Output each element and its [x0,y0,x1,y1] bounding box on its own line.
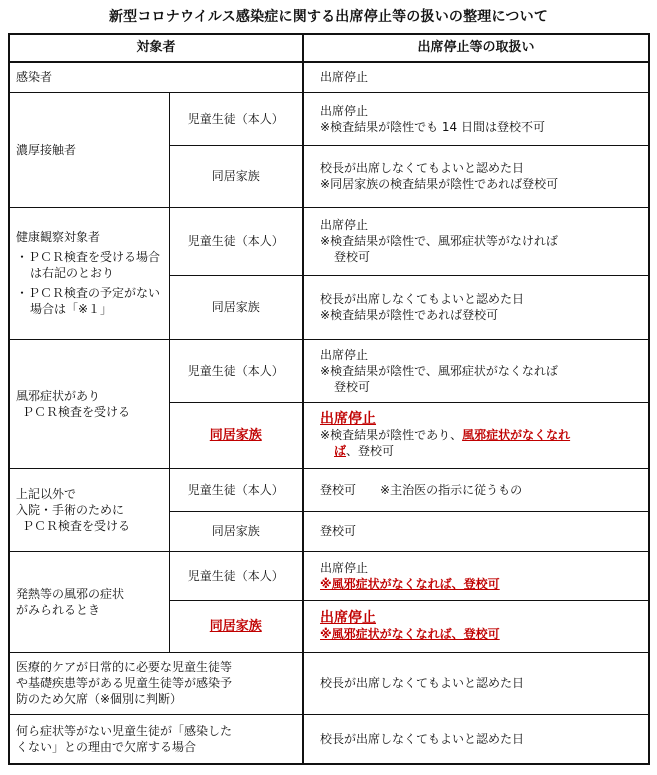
table-row [9,207,649,275]
note-emphasis: ば [334,444,347,458]
treatment-note: ※検査結果が陰性でも 14 日間は登校不可 [320,119,545,134]
hospital-line3: ＰＣＲ検査を受ける [22,518,131,533]
row-label-cold-pcr [9,339,169,468]
page-title: 新型コロナウイルス感染症に関する出席停止等の扱いの整理について [108,9,549,25]
medical-line1: 医療的ケアが日常的に必要な児童生徒等 [16,660,233,674]
treatment-cold-pcr-family [303,402,649,468]
table-row [9,652,649,714]
table-row [9,714,649,764]
treatment-medical-care: 校長が出席しなくてもよいと認めた日 [303,652,649,714]
note-part: 、登校可 [346,444,395,458]
treatment-line: 校長が出席しなくてもよいと認めた日 [320,161,525,175]
treatment-no-symptom: 校長が出席しなくてもよいと認めた日 [303,714,649,764]
treatment-note-emphasis: ※風邪症状がなくなれば、登校可 [320,576,500,591]
no-symptom-line1: 何ら症状等がない児童生徒が「感染した [16,723,233,738]
treatment-cold-pcr-student [303,339,649,402]
table-row [9,92,649,145]
table-row [9,62,649,92]
sub-label-student: 児童生徒（本人） [169,207,303,275]
header-row [9,34,649,62]
attendance-table [8,33,650,765]
treatment-note: ※検査結果が陰性で、風邪症状等がなければ [320,234,558,248]
treatment-hospital-family: 登校可 [303,511,649,551]
row-label-close-contact: 濃厚接触者 [9,92,169,207]
treatment-fever-student [303,551,649,600]
observation-heading: 健康観察対象者 [16,230,101,244]
treatment-line: 出席停止 [320,218,369,232]
no-symptom-line2: くない」との理由で欠席する場合 [16,739,197,754]
treatment-line: 出席停止 [320,560,369,575]
row-label-fever [9,551,169,652]
hospital-line1: 上記以外で [16,486,77,501]
table-row [9,468,649,511]
hospital-line2: 入院・手術のために [16,502,125,517]
note-part: ※検査結果が陰性であり、 [320,428,463,442]
sub-label-student: 児童生徒（本人） [169,339,303,402]
treatment-close-contact-family [303,145,649,207]
sub-label-family: 同居家族 [169,275,303,339]
cold-pcr-line2: ＰＣＲ検査を受ける [22,404,131,419]
row-label-medical-care [9,652,303,714]
sub-label-family-emphasis [169,402,303,468]
header-treatment: 出席停止等の取扱い [303,34,649,62]
treatment-observation-student [303,207,649,275]
row-label-observation [9,207,169,339]
treatment-close-contact-student [303,92,649,145]
fever-line1: 発熱等の風邪の症状 [16,586,125,601]
treatment-line-emphasis: 出席停止 [320,411,377,427]
row-label-no-symptom [9,714,303,764]
sub-label-family: 同居家族 [169,145,303,207]
header-target: 対象者 [9,34,303,62]
treatment-line: 出席停止 [320,347,369,362]
table-row [9,551,649,600]
fever-line2: がみられるとき [16,602,101,617]
treatment-note [320,427,642,443]
row-label-infected: 感染者 [9,62,303,92]
observation-bullet-pcr: ・ＰＣＲ検査を受ける場合は右記のとおり [16,250,161,280]
medical-line3: 防のため欠席（※個別に判断） [16,692,183,706]
note-emphasis: 風邪症状がなくなれ [462,428,571,442]
row-label-hospital [9,468,169,551]
sub-label-student: 児童生徒（本人） [169,92,303,145]
treatment-note-emphasis: ※風邪症状がなくなれば、登校可 [320,627,500,641]
treatment-note: ※検査結果が陰性であれば登校可 [320,308,499,322]
treatment-note: ※同居家族の検査結果が陰性であれば登校可 [320,177,559,191]
observation-bullet-no-pcr: ・ＰＣＲ検査の予定がない場合は「※１」 [16,286,161,316]
treatment-note: ※検査結果が陰性で、風邪症状がなくなれば [320,363,558,378]
sub-label-student: 児童生徒（本人） [169,551,303,600]
sub-label-family: 同居家族 [169,511,303,551]
treatment-note-cont: 登校可 [334,379,371,394]
treatment-observation-family [303,275,649,339]
family-label-red: 同居家族 [209,618,262,634]
sub-label-family-emphasis [169,600,303,652]
treatment-line: 校長が出席しなくてもよいと認めた日 [320,292,525,306]
treatment-note-cont [320,443,642,459]
treatment-fever-family [303,600,649,652]
medical-line2: や基礎疾患等がある児童生徒等が感染予 [16,676,233,690]
treatment-line-emphasis: 出席停止 [320,610,377,626]
treatment-note-cont: 登校可 [334,250,371,264]
sub-label-student: 児童生徒（本人） [169,468,303,511]
treatment-line: 出席停止 [320,103,369,118]
cold-pcr-line1: 風邪症状があり [16,388,101,403]
treatment-hospital-student: 登校可 ※主治医の指示に従うもの [303,468,649,511]
treatment-infected: 出席停止 [303,62,649,92]
family-label-red: 同居家族 [209,427,262,443]
table-row [9,339,649,402]
